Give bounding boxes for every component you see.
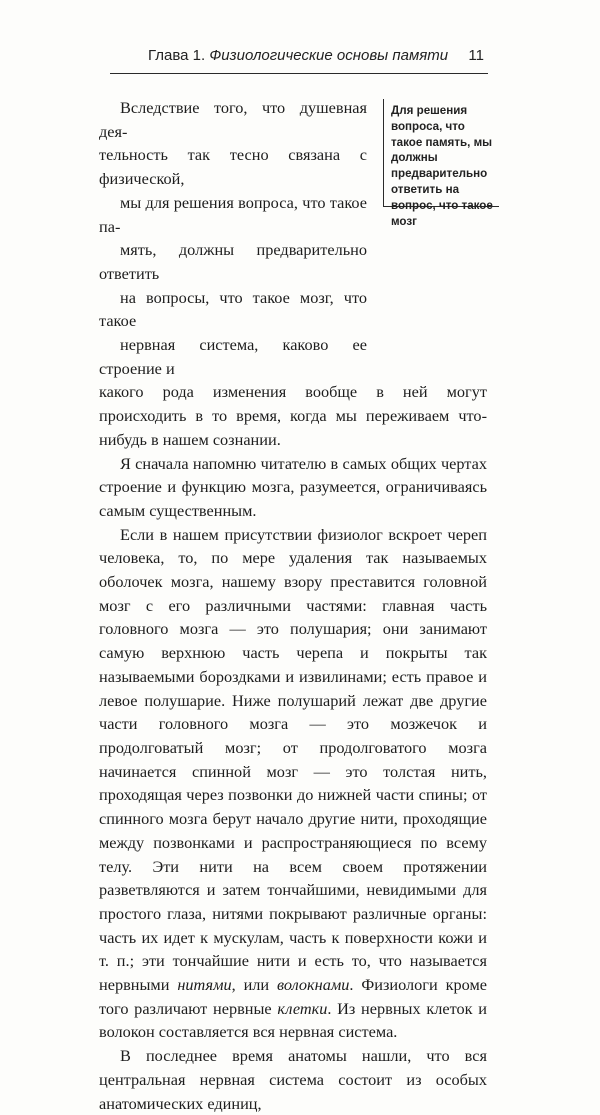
- term-voloknami: волокнами: [277, 975, 350, 995]
- paragraph-1-rest: какого рода изменения вообще в ней могут происходить в то время, когда мы переживаем что-нибудь в нашем сознании.: [99, 382, 487, 449]
- paragraph-3-text: Если в нашем присутствии физиолог вскроет череп человека, то, по мере удаления так называемых оболочек мозга, нашему взору преставится головной мозг с его различными частями: главная часть головного мозга — это полушария; они занимают самую верхнюю часть черепа и покрыты так называемыми бороздками и извилинами; есть правое и левое полушарие. Ниже полушарий лежат две другие части головного мозга — это мозжечок и продолговатый мозг; от продолговатого мозга начинается спинной мозг — это толстая нить, проходящая через позвонки до нижней части спины; от спинного мозга берут начало другие нити, проходящие между позвонками и распространяющиеся по всему телу. Эти нити на всем своем протяжении разветвляются и затем тончайшими, невидимыми для простого глаза, нитями покрывают различные органы: часть их идет к мускулам, часть к поверхности кожи и т. п.; эти тончайшие нити и есть то, что называется нервными: [99, 524, 487, 995]
- running-header: [110, 47, 488, 74]
- term-nitjami: нитями: [177, 975, 232, 995]
- paragraph-3: [99, 523, 487, 1044]
- text-line: на вопросы, что такое мозг, что такое: [99, 287, 367, 331]
- text-line: мы для решения вопроса, что такое па-: [99, 192, 367, 236]
- paragraph-3-text: . Физиологи кроме того различают нервные: [99, 975, 487, 1018]
- text-line: тельность так тесно связана с физической,: [99, 145, 367, 189]
- paragraph-3-text: , или: [231, 975, 278, 995]
- paragraph-3-text: . Из нервных клеток и волокон составляется вся нервная система.: [99, 998, 487, 1042]
- margin-note: Для решения вопроса, что такое память, мы должны предварительно ответить на вопрос, что такое мозг: [383, 99, 499, 207]
- paragraph-1: [99, 96, 487, 452]
- text-line: нервная система, каково ее строение и: [99, 335, 367, 378]
- text-line: Вследствие того, что душевная дея-: [99, 98, 367, 141]
- paragraph-4: В последнее время анатомы нашли, что вся центральная нервная система состоит из особых анатомических единиц,: [99, 1046, 487, 1113]
- term-kletki: клетки: [277, 998, 328, 1018]
- chapter-heading: [110, 47, 448, 64]
- chapter-label: Глава 1.: [148, 47, 206, 64]
- chapter-title: Физиологические основы памяти: [209, 47, 449, 64]
- page-number: 11: [468, 47, 484, 64]
- paragraph-2: Я сначала напомню читателю в самых общих чертах строение и функцию мозга, разумеется, ограничиваясь самым существенным.: [99, 453, 487, 520]
- text-line: мять, должны предварительно ответить: [99, 240, 367, 283]
- body-text: [99, 96, 487, 1115]
